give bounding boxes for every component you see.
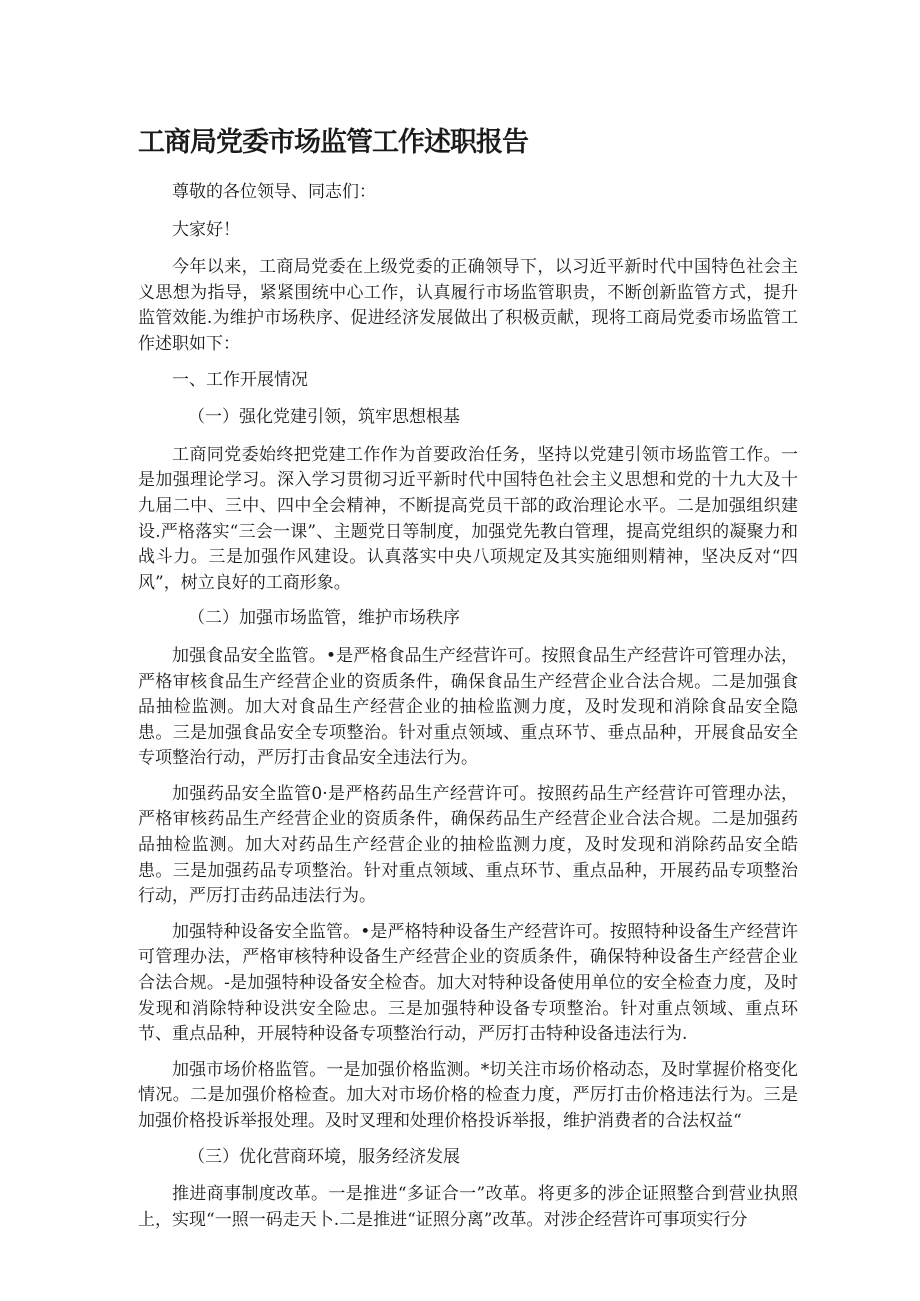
salutation: 尊敬的各位领导、同志们： [172,182,376,202]
subsection-heading-3: （三）优化营商环境，服务经济发展 [188,1146,460,1167]
intro-paragraph: 今年以来，工商局党委在上级党委的正确领导下，以习近平新时代中国特色社会主义思想为指导，紧紧围统中心工作，认真履行市场监管职贵，不断创新监管方式，提升监管效能.为维护市场秩序、促进经济发展做出了积极贡献，现将工商局党委市场监管工作述职如下： [138,257,798,354]
body-paragraph: 加强市场价格监管。一是加强价格监测。*切关注市场价格动态，及时掌握价格变化情况。二是加强价格检查。加大对市场价格的检查力度，严厉打击价格违法行为。三是加强价格投诉举报处理。及时叉理和处理价格投诉举报，维护消费者的合法权益“ [138,1059,798,1131]
section-heading-1: 一、工作开展情况 [172,369,308,390]
body-paragraph: 加强药品安全监管0·是严格药品生产经营许可。按照药品生产经营许可管理办法，严格审核药品生产经营企业的资质条件，确保药品生产经营企业合法合规。二是加强药品抽检监测。加大对药品生产经营企业的抽检监测力度，及时发现和消除药品安全皓患。三是加强药品专项整治。针对重点领域、重点环节、重点品种，开展药品专项整治行动，严厉打击药品违法行为。 [138,783,798,907]
body-paragraph: 工商同党委始终把党建工作作为首要政治任务，坚持以党建引领市场监管工作。一是加强理论学习。深入学习贯彻习近平新时代中国特色社会主义思想和党的十九大及十九届二中、三中、四中全会精神，不断提高党员干部的政治理论水平。二是加强组织建设.严格落实“三会一课”、主题党日等制度，加强党先教白管理，提高党组织的凝聚力和战斗力。三是加强作风建设。认真落实中央八项规定及其实施细则精神，坚决反对“四风”，树立良好的工商形象。 [138,444,798,593]
document-title: 工商局党委市场监管工作述职报告 [138,127,528,158]
document-page [138,124,798,1243]
subsection-heading-2: （二）加强市场监管，维护市场秩序 [188,608,460,629]
subsection-heading-1: （一）强化党建引领，筑牢思想根基 [188,407,460,428]
body-paragraph: 推进商事制度改革。一是推进“多证合一”改革。将更多的涉企证照整合到营业执照上，实现“一照一码走天卜.二是推进“证照分离”改革。对涉企经营许可事项实行分 [138,1184,798,1230]
body-paragraph: 加强食品安全监管。•是严格食品生产经营许可。按照食品生产经营许可管理办法，严格审核食品生产经营企业的资质条件，确保食品生产经营企业合法合规。二是加强食品抽检监测。加大对食品生产经营企业的抽检监测力度，及时发现和消除食品安全隐患。三是加强食品安全专项整治。针对重点领域、重点环节、垂点品种，开展食品安全专项整治行动，严厉打击食品安全违法行为。 [138,645,798,769]
body-paragraph: 加强特种设备安全监管。•是严格特种设备生产经营许可。按照特种设备生产经营许可管理办法，严格审核特种设备生产经营企业的资质条件，确保特种设备生产经营企业合法合规。-是加强特种设备安全检杳。加大对特种设备使用单位的安全检查力度，及时发现和消除特种设洪安全险忠。三是加强特种设备专项整治。针对重点领域、重点环节、重点品种，开展特种设备专项整治行动，严厉打击特种设备违法行为. [138,921,798,1045]
greeting: 大家好！ [172,219,240,240]
